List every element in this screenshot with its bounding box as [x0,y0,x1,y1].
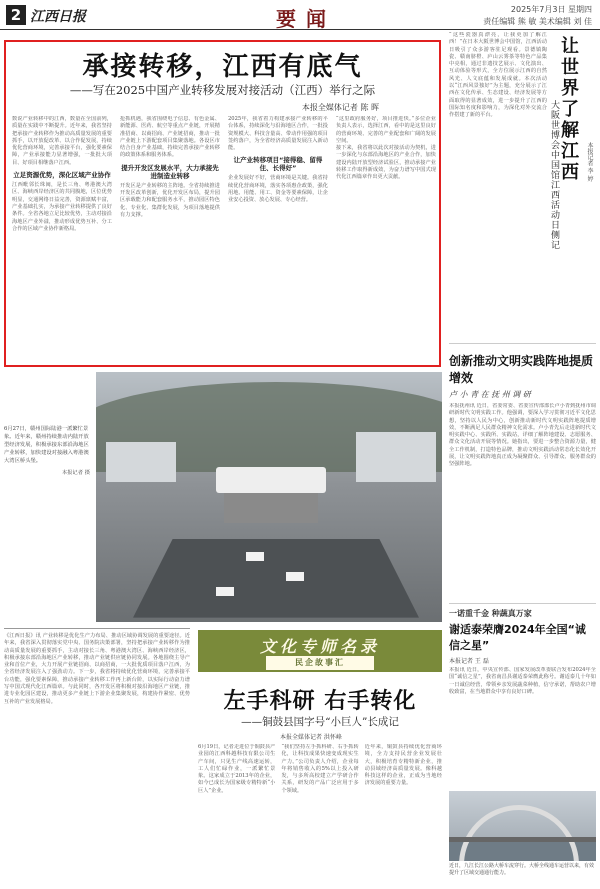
column-banner [198,630,442,672]
integrity-story-body: 本报讯 近日，中央宣传部、国家发展改革委联合发布2024年全国“诚信之星”，我省南昌县谢适泰荣膺此称号。谢适泰几十年如一日诚信经营，带领乡亲发展蔬菜种植，信守承诺，帮助农户增收致富，在当地群众中享有良好口碑。 [449,667,596,695]
enterprise-story-byline: 本报全媒体记者 洪怀峰 [280,734,342,741]
lead-column [336,116,436,361]
page-number: 2 [6,5,26,25]
lead-subhead: 立足资源优势，深化区域产业协作 [13,171,111,180]
paragraph: “这里政府服务好，项目推进快。”多位企业负责人表示，选择江西，看中的是这里良好的营商环境、完善的产业配套和广阔的发展空间。 [336,116,436,144]
integrity-story-kicker: 一诺重千金 种蔬真万家 [449,609,532,618]
paragraph: 近年来，铜鼓县持续优化营商环境，全力支持民营企业发展壮大，积极培育专精特新企业，推动县域经济高质量发展。像科越科技这样的企业，正成为当地经济发展的重要力量。 [364,744,442,787]
expo-story-headline: 让世界了解江西 [558,36,579,183]
civilization-story-subheadline: 卢 小 青 在 抚 州 调 研 [449,390,531,399]
lead-story [4,40,441,367]
photo-credit: 本报记者 摄 [61,470,90,476]
port-photo [96,372,442,622]
expo-story-subheadline: 大阪世博会中国馆江西活动日侧记 [549,100,559,250]
bridge-photo [449,791,596,861]
paragraph: 企业发展好不好，营商环境是关键。我省持续优化营商环境，落实各项惠企政策，强化用地、用能、用工、资金等要素保障，让企业安心投资、放心发展、专心经营。 [228,175,328,204]
lead-byline: 本报全媒体记者 陈 晖 [301,103,379,112]
expo-story-body: “这些瓷器真漂亮，让我更加了解江西！”在日本大阪世博会中国馆，江西活动日吸引了众多游客驻足观看。景德镇陶瓷、赣南脐橙、庐山云雾茶等特色产品集中亮相，通过非遗技艺展示、文化演出、互动体验等形式，全方位展示江西的自然风光、人文底蕴和发展成就。本次活动以“江西风景独好”为主题，充分展示了江西在文化传承、生态建设、经济发展等方面取得的显著成效，进一步提升了江西的国际知名度和影响力，为深化对外交流合作搭建了新的平台。 [449,32,547,119]
integrity-story-headline: 谢适泰荣膺2024年全国“诚信之星” [449,623,586,652]
bridge-photo-caption: 近日，九江长江公路大桥车流穿行。大桥全线通车运营以来，有效提升了区域交通通行能力。 [449,863,595,876]
caption-text: 6月27日，赣州国际陆港一派繁忙景象。近年来，赣州持续推动内陆开放型经济发展，积极承接东部沿海地区产业转移，加快建设对接融入粤港澳大湾区桥头堡。 [4,426,89,464]
expo-story-byline: 本报记者 李 婷 [586,142,593,182]
expo-story [449,32,596,344]
lead-subhead: 让产业转移项目“接得稳、留得住、长得好” [233,156,323,173]
paragraph: 江西毗邻长珠闽，是长三角、粤港澳大湾区、海峡西岸经济区的共同腹地，区位优势明显，交通网络日益完善，资源禀赋丰富，产业基础扎实，为承接产业转移提供了良好条件。全省各地立足比较优势，主动对接沿海地区产业外溢，推动形成优势互补、分工合作的区域产业协作新格局。 [12,182,112,232]
lead-subhead: 提升开发区发展水平，大力承接先进制造业转移 [121,163,219,180]
lead-body [12,116,436,361]
civilization-story-body: 本报抚州讯 近日，省委常委、省委宣传部部长卢小青到抚州市调研新时代文明实践工作。他强调，要深入学习贯彻习近平文化思想，坚持以人民为中心，创新推动新时代文明实践阵地提质增效，不断满足人民群众精神文化需求。卢小青先后走进新时代文明实践中心、实践所、实践站，详细了解阵地建设、志愿服务、群众文化活动开展等情况。她指出，要进一步整合资源力量，健全工作机制，打造特色品牌，推动文明实践活动常态化长效化开展，让文明实践阵地真正成为凝聚群众、引导群众、服务群众的坚强阵地。 [449,403,596,468]
paragraph: 开发区是产业转移的主阵地。全省持续推进开发区改革创新，优化开发区布局，提升园区承载能力和配套服务水平，推动园区特色化、专业化、集群化发展，为项目落地提供有力支撑。 [120,182,220,218]
enterprise-story-headline: 左手科研 右手转化 [223,689,417,714]
section-title: 要闻 [276,7,336,31]
banner-subtitle: 民企故事汇 [266,656,374,670]
integrity-story [449,608,596,885]
lead-column [228,116,328,361]
integrity-story-byline: 本报记者 王 磊 [449,658,489,665]
paragraph: 2025年，我省着力构建承接产业转移的平台体系，持续深化与沿海地区合作，一批投资规模大、科技含量高、带动作用强的项目签约落户，为全省经济高质量发展注入新动能。 [228,116,328,152]
lead-subheadline: ——写在2025中国产业转移发展对接活动（江西）举行之际 [69,83,376,97]
paragraph: 6月19日，记者走进位于铜鼓县产业园的江西科越科技有限公司生产车间，只见生产线高速运转，工人们忙碌作业，一派繁忙景象。这家成立于2013年的企业，如今已成长为国家级专精特新“小巨人”企业。 [198,744,276,794]
civilization-story-headline: 创新推动文明实践阵地提质增效 [449,354,594,385]
paragraph: “我们坚持左手抓科研、右手抓转化，让科技成果快速变成现实生产力。”公司负责人介绍，企业每年将销售收入的5%以上投入研发，与多所高校建立产学研合作关系，研发的产品广泛应用于多个领域。 [281,744,359,794]
civilization-story [449,348,596,604]
enterprise-story-body [198,744,442,885]
newspaper-name: 江西日报 [30,9,86,25]
banner-title: 文化专师名录 [259,637,380,656]
lead-headline: 承接转移，江西有底气 [82,52,363,82]
paragraph: 数说产业转移中的江西，数量在全国前列，质量在实践中不断提升。近年来，我省坚持把承接产业转移作为推动高质量发展的重要抓手，以开放促改革、以合作促发展，持续优化营商环境，完善承接平台，强化要素保障，产业承接能力显著增强，一批批大项目、好项目相继落户江西。 [12,116,112,166]
lead-column [12,116,112,361]
masthead [0,0,600,30]
paragraph: 接下来，我省将以此次对接活动为契机，进一步深化与东部沿海地区的产业合作，加快建设内陆开放型经济试验区，推动承接产业转移工作取得新成效，为奋力谱写中国式现代化江西篇章作出更大贡献。 [336,145,436,181]
editor-credits: 责任编辑 熊 敏 美术编辑 刘 佳 [483,17,592,26]
port-photo-caption [4,425,90,535]
lead-column [120,116,220,361]
enterprise-story-subheadline: ——铜鼓县国字号“小巨人”长成记 [241,716,399,728]
issue-date: 2025年7月3日 星期四 [510,5,592,14]
industry-transfer-story: 《江西日报》讯 产业转移是优化生产力布局、推动区域协调发展的重要途径。近年来，我省深入贯彻落实党中央、国务院决策部署，坚持把承接产业转移作为推动高质量发展的重要抓手，主动对接长三角、粤港澳大湾区、海峡西岸经济区，积极承接东部沿海地区产业转移，推动产业链供应链协同发展。各地围绕主导产业和首位产业，大力开展产业链招商、以商招商，一大批优质项目落户江西，为全省经济发展注入了强劲动力。下一步，我省将持续优化营商环境，完善承接平台功能，强化要素保障，推动承接产业转移工作再上新台阶，以实际行动奋力谱写中国式现代化江西篇章。与此同时，各开发区将积极对接沿海地区产业链，推进专业化园区建设，推动更多产业链上下游企业集聚发展，构建协作紧密、优势互补的产业发展格局。 [4,628,190,885]
paragraph: 抢抓机遇，我省围绕电子信息、有色金属、新能源、医药、航空等重点产业链，开展精准招商、以商招商、产业链招商，推动一批产业链上下游配套项目集聚落地。各设区市结合自身产业基础，持续完善承接产业转移的政策体系和服务体系。 [120,116,220,159]
